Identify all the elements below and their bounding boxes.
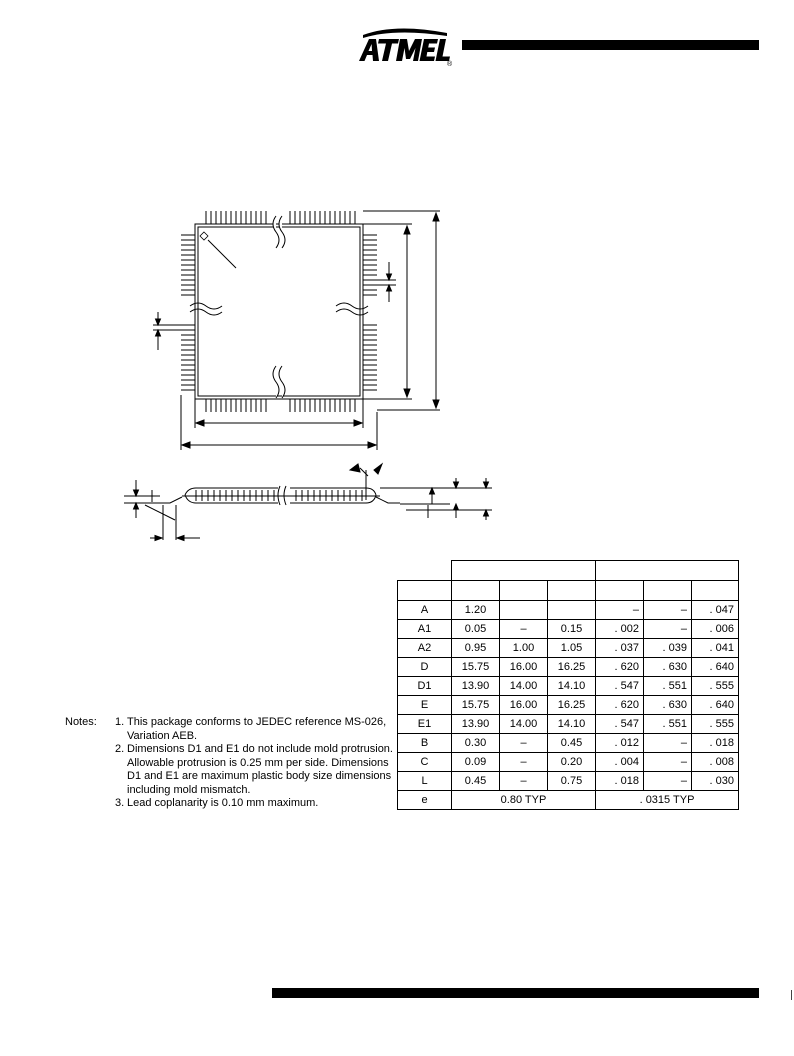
dim-mm-cell: 0.05 bbox=[452, 620, 500, 639]
dim-mm-cell: – bbox=[500, 753, 548, 772]
dim-mm-cell: 1.05 bbox=[548, 639, 596, 658]
dim-mm-cell: 0.45 bbox=[452, 772, 500, 791]
dim-mm-cell: 15.75 bbox=[452, 696, 500, 715]
table-row bbox=[398, 734, 739, 753]
table-row bbox=[398, 677, 739, 696]
dim-inch-cell: . 030 bbox=[692, 772, 739, 791]
dim-inch-cell: . 018 bbox=[596, 772, 644, 791]
dim-mm-cell: 14.10 bbox=[548, 715, 596, 734]
dim-mm-cell bbox=[500, 601, 548, 620]
table-header-row bbox=[398, 561, 739, 581]
dim-inch-cell: . 551 bbox=[644, 677, 692, 696]
dim-inch-cell: – bbox=[644, 601, 692, 620]
dim-inch-cell: – bbox=[596, 601, 644, 620]
table-row bbox=[398, 601, 739, 620]
table-row-e bbox=[398, 791, 739, 810]
registered-mark: ® bbox=[447, 61, 453, 67]
dim-symbol: e bbox=[398, 791, 452, 810]
dim-mm-cell: – bbox=[500, 620, 548, 639]
dim-inch-typ: . 0315 TYP bbox=[596, 791, 739, 810]
notes-label: Notes: bbox=[65, 716, 97, 728]
dim-inch-cell: . 008 bbox=[692, 753, 739, 772]
note-item: 1. This package conforms to JEDEC reference MS-026, Variation AEB. bbox=[115, 716, 387, 742]
dim-inch-cell: – bbox=[644, 734, 692, 753]
table-row bbox=[398, 715, 739, 734]
dim-inch-cell: . 640 bbox=[692, 696, 739, 715]
table-subheader-row bbox=[398, 581, 739, 601]
dim-inch-cell: – bbox=[644, 753, 692, 772]
dim-mm-cell: 13.90 bbox=[452, 715, 500, 734]
dim-inch-cell: . 039 bbox=[644, 639, 692, 658]
dim-mm-cell: – bbox=[500, 772, 548, 791]
dim-inch-cell: . 547 bbox=[596, 677, 644, 696]
dim-symbol-cell: A bbox=[398, 601, 452, 620]
mm-header bbox=[452, 561, 596, 581]
dim-inch-cell: . 555 bbox=[692, 677, 739, 696]
table-row bbox=[398, 658, 739, 677]
table-row bbox=[398, 753, 739, 772]
dim-symbol-cell: E1 bbox=[398, 715, 452, 734]
dim-inch-cell: . 630 bbox=[644, 658, 692, 677]
dim-inch-cell: . 012 bbox=[596, 734, 644, 753]
dim-inch-cell: . 047 bbox=[692, 601, 739, 620]
dim-mm-cell: 0.15 bbox=[548, 620, 596, 639]
dim-mm-cell: 16.25 bbox=[548, 658, 596, 677]
dim-inch-cell: . 630 bbox=[644, 696, 692, 715]
dim-mm-cell: 0.20 bbox=[548, 753, 596, 772]
table-row bbox=[398, 696, 739, 715]
notes-list bbox=[115, 716, 395, 811]
dim-inch-cell: . 551 bbox=[644, 715, 692, 734]
dim-mm-typ: 0.80 TYP bbox=[452, 791, 596, 810]
dim-inch-cell: . 620 bbox=[596, 696, 644, 715]
note-item: 2. Dimensions D1 and E1 do not include mold protrusion. Allowable protrusion is 0.25 mm per side. Dimensions D1 and E1 are maximum plastic body size dimensions including mold mismatch. bbox=[115, 743, 393, 796]
dim-mm-cell: 14.00 bbox=[500, 715, 548, 734]
dim-inch-cell: . 002 bbox=[596, 620, 644, 639]
dim-mm-cell: 0.45 bbox=[548, 734, 596, 753]
dim-mm-cell: 16.25 bbox=[548, 696, 596, 715]
dim-mm-cell: 16.00 bbox=[500, 696, 548, 715]
dim-inch-cell: – bbox=[644, 772, 692, 791]
dim-mm-cell bbox=[548, 601, 596, 620]
dim-inch-cell: . 041 bbox=[692, 639, 739, 658]
dim-mm-cell: 0.95 bbox=[452, 639, 500, 658]
dim-mm-cell: 0.09 bbox=[452, 753, 500, 772]
footer-tick bbox=[791, 990, 792, 1000]
dim-inch-cell: . 004 bbox=[596, 753, 644, 772]
inch-header bbox=[596, 561, 739, 581]
table-row bbox=[398, 620, 739, 639]
dim-mm-cell: 0.75 bbox=[548, 772, 596, 791]
dim-mm-cell: 14.10 bbox=[548, 677, 596, 696]
dim-symbol-cell: L bbox=[398, 772, 452, 791]
dim-symbol-cell: D bbox=[398, 658, 452, 677]
dim-mm-cell: – bbox=[500, 734, 548, 753]
dim-symbol-cell: C bbox=[398, 753, 452, 772]
dim-inch-cell: . 620 bbox=[596, 658, 644, 677]
dim-inch-cell: . 037 bbox=[596, 639, 644, 658]
dimension-table bbox=[397, 560, 739, 810]
dim-symbol-cell: E bbox=[398, 696, 452, 715]
dim-mm-cell: 1.00 bbox=[500, 639, 548, 658]
dim-mm-cell: 16.00 bbox=[500, 658, 548, 677]
dim-mm-cell: 13.90 bbox=[452, 677, 500, 696]
dim-symbol-cell: D1 bbox=[398, 677, 452, 696]
dim-inch-cell: . 006 bbox=[692, 620, 739, 639]
table-row bbox=[398, 772, 739, 791]
footer-rule bbox=[272, 988, 759, 998]
dim-inch-cell: . 018 bbox=[692, 734, 739, 753]
note-item: 3. Lead coplanarity is 0.10 mm maximum. bbox=[115, 797, 319, 809]
dim-mm-cell: 0.30 bbox=[452, 734, 500, 753]
dim-symbol-cell: A1 bbox=[398, 620, 452, 639]
dim-symbol-cell: B bbox=[398, 734, 452, 753]
dim-inch-cell: . 547 bbox=[596, 715, 644, 734]
dim-inch-cell: . 640 bbox=[692, 658, 739, 677]
dim-mm-cell: 15.75 bbox=[452, 658, 500, 677]
dim-mm-cell: 1.20 bbox=[452, 601, 500, 620]
dim-symbol-cell: A2 bbox=[398, 639, 452, 658]
dim-inch-cell: . 555 bbox=[692, 715, 739, 734]
table-row bbox=[398, 639, 739, 658]
dim-mm-cell: 14.00 bbox=[500, 677, 548, 696]
dim-inch-cell: – bbox=[644, 620, 692, 639]
